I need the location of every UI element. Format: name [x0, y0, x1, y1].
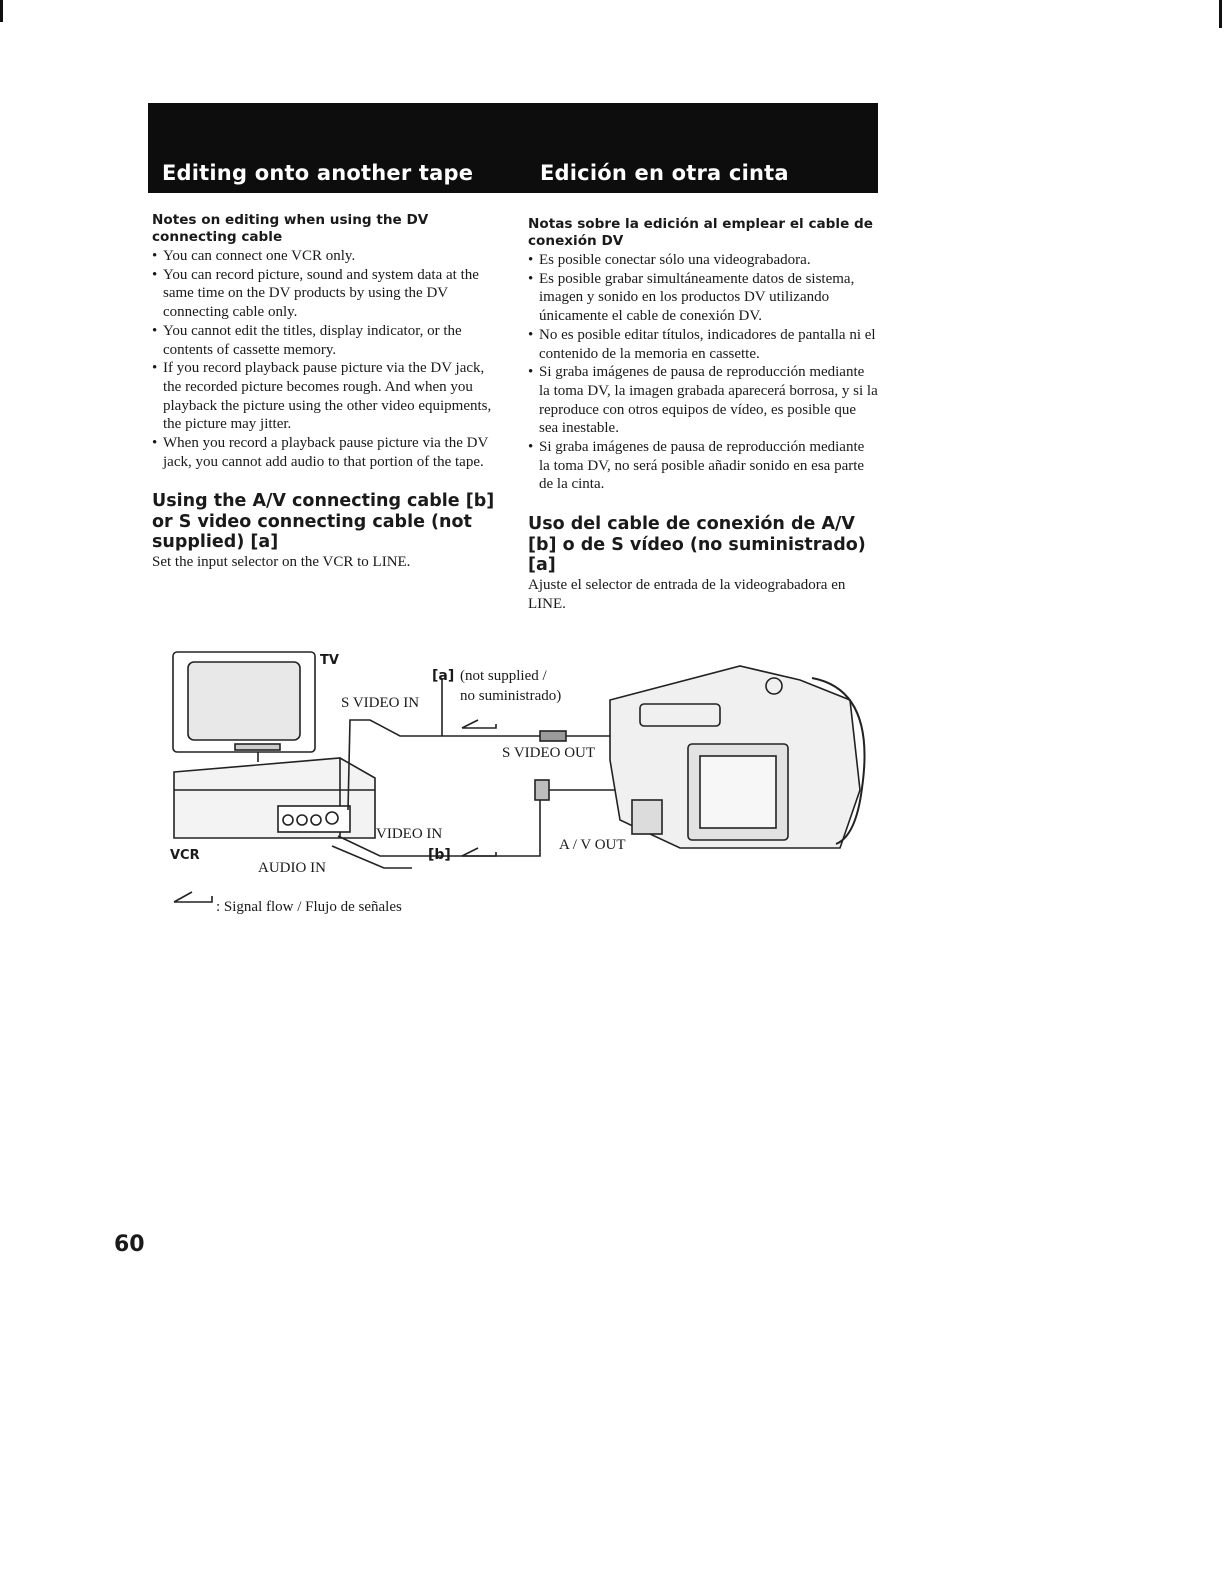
tv-icon	[173, 652, 315, 762]
scan-edge-mark-right	[1219, 0, 1222, 28]
list-item: • You can connect one VCR only.	[152, 247, 502, 266]
english-column	[152, 212, 502, 572]
cable-a-tag: [a]	[432, 668, 455, 684]
notes-list-es	[528, 251, 878, 494]
notes-list-en	[152, 247, 502, 471]
cable-a-note-2: no suministrado)	[460, 688, 562, 704]
tv-label: TV	[320, 653, 339, 668]
notes-heading-en: Notes on editing when using the DV connecting cable	[152, 212, 429, 245]
title-english: Editing onto another tape	[162, 161, 474, 185]
s-video-out-label: S VIDEO OUT	[502, 745, 596, 761]
av-out-label: A / V OUT	[559, 837, 626, 853]
s-video-in-label: S VIDEO IN	[341, 695, 420, 711]
list-item: • Si graba imágenes de pausa de reproducción mediante la toma DV, la imagen grabada aparecerá borrosa, y si la reproduce con otros equipos de vídeo, es posible que sea inestable.	[528, 363, 878, 438]
list-item: • Si graba imágenes de pausa de reproducción mediante la toma DV, no será posible añadir sonido en esa parte de la cinta.	[528, 438, 878, 494]
cable-b	[332, 780, 630, 868]
vcr-label: VCR	[170, 848, 200, 863]
cable-a-note-1: (not supplied /	[460, 668, 547, 684]
connection-diagram	[140, 640, 880, 930]
spanish-column	[528, 216, 878, 614]
signal-flow-arrow	[462, 848, 496, 856]
section-heading-es: Uso del cable de conexión de A/V [b] o de S vídeo (no suministrado) [a]	[528, 514, 866, 576]
scan-edge-mark-left	[0, 0, 3, 22]
signal-flow-arrow	[462, 720, 496, 728]
section-body-es: Ajuste el selector de entrada de la videograbadora en LINE.	[528, 576, 846, 612]
title-spanish: Edición en otra cinta	[540, 161, 789, 185]
legend-text: : Signal flow / Flujo de señales	[216, 899, 402, 915]
list-item: • If you record playback pause picture via the DV jack, the recorded picture becomes rough. And when you playback the picture using the other video equipments, the picture may jitter.	[152, 359, 502, 434]
video-in-label: VIDEO IN	[376, 826, 443, 842]
section-body-en: Set the input selector on the VCR to LINE.	[152, 553, 411, 570]
header-banner	[148, 103, 878, 193]
camcorder-icon	[610, 666, 865, 848]
section-heading-en: Using the A/V connecting cable [b] or S video connecting cable (not supplied) [a]	[152, 491, 495, 553]
list-item: • When you record a playback pause picture via the DV jack, you cannot add audio to that portion of the tape.	[152, 434, 502, 471]
list-item: • You can record picture, sound and system data at the same time on the DV products by using the DV connecting cable only.	[152, 266, 502, 322]
signal-flow-arrow	[174, 892, 212, 902]
vcr-icon	[174, 758, 375, 838]
list-item: • No es posible editar títulos, indicadores de pantalla ni el contenido de la memoria en cassette.	[528, 326, 878, 363]
cable-b-tag: [b]	[428, 847, 451, 863]
notes-heading-es: Notas sobre la edición al emplear el cable de conexión DV	[528, 216, 873, 249]
list-item: • You cannot edit the titles, display indicator, or the contents of cassette memory.	[152, 322, 502, 359]
list-item: • Es posible conectar sólo una videograbadora.	[528, 251, 878, 270]
list-item: • Es posible grabar simultáneamente datos de sistema, imagen y sonido en los productos DV utilizando únicamente el cable de conexión DV.	[528, 270, 878, 326]
page-number: 60	[114, 1232, 145, 1257]
audio-in-label: AUDIO IN	[258, 860, 326, 876]
